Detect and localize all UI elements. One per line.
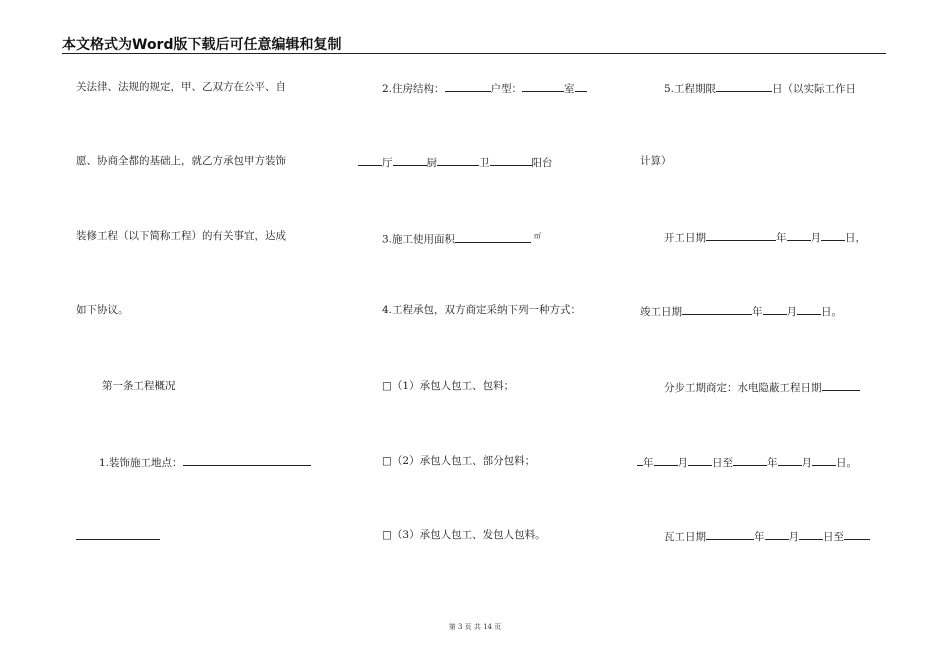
balcony-blank[interactable] [490,154,532,166]
right-line-plumbing-range [637,454,857,470]
duration-label: 5.工程期限 [664,83,717,95]
hall-label: 厅 [382,157,393,169]
room-trailing-blank[interactable] [575,80,587,92]
section-heading-1: 第一条工程概况 [102,380,176,392]
plumbing-end-month-label: 月 [801,457,812,469]
end-month-blank[interactable] [763,303,787,315]
address-label: 1.装饰施工地点： [99,457,183,469]
phase-schedule-label: 分步工期商定：水电隐蔽工程日期 [664,382,822,394]
tiling-day-blank[interactable] [799,528,823,540]
plumbing-end-year-label: 年 [767,457,778,469]
kitchen-blank[interactable] [393,154,427,166]
start-year-blank[interactable] [706,229,776,241]
end-month-label: 月 [786,306,797,318]
end-year-blank[interactable] [682,303,752,315]
plumbing-start-month-label: 月 [677,457,688,469]
plumbing-start-day-label: 日至 [712,457,733,469]
room-blank[interactable] [522,80,564,92]
left-line-address-cont [76,528,160,544]
address-blank[interactable] [183,454,311,466]
start-year-label: 年 [776,232,787,244]
left-line-3: 装修工程（以下简称工程）的有关事宜，达成 [76,230,286,242]
tiling-month-blank[interactable] [765,528,789,540]
header-divider [62,53,886,54]
tiling-year-blank[interactable] [706,528,754,540]
tiling-end-blank[interactable] [844,528,870,540]
plumbing-date-blank[interactable] [822,379,860,391]
end-day-label: 日。 [821,306,842,318]
tiling-date-label: 瓦工日期 [664,531,706,543]
left-line-2: 愿、协商全都的基础上，就乙方承包甲方装饰 [76,155,286,167]
bathroom-label: 卫 [479,157,490,169]
bathroom-blank[interactable] [437,154,479,166]
area-label: 3.施工使用面积 [382,233,456,246]
mid-line-area [382,229,541,247]
mid-line-rooms [358,154,553,170]
mid-line-structure [382,80,587,96]
area-blank[interactable] [455,231,531,243]
tiling-month-label: 月 [788,531,799,543]
right-line-end-date [640,303,842,319]
plumbing-end-month-blank[interactable] [778,454,802,466]
option-1-checkbox[interactable]: □（1）承包人包工、包料； [382,380,515,392]
plumbing-start-day-blank[interactable] [688,454,712,466]
mid-line-contract-method: 4.工程承包，双方商定采纳下列一种方式： [382,304,582,316]
room-label: 室 [564,83,575,95]
document-header: 本文格式为Word版下载后可任意编辑和复制 [62,37,342,53]
plumbing-end-day-label: 日。 [836,457,857,469]
end-year-label: 年 [752,306,763,318]
tiling-day-label: 日至 [823,531,844,543]
page-footer: 第 3 页 共 14 页 [448,623,502,631]
left-line-1: 关法律、法规的规定，甲、乙双方在公平、自 [76,81,286,93]
address-blank-cont[interactable] [76,528,160,540]
start-month-blank[interactable] [787,229,811,241]
start-month-label: 月 [810,232,821,244]
plumbing-start-month-blank[interactable] [654,454,678,466]
start-date-label: 开工日期 [664,232,706,244]
duration-blank[interactable] [716,80,772,92]
right-line-duration-cont: 计算） [640,155,672,167]
unit-type-label: 户型： [490,83,523,95]
start-day-label: 日， [845,232,866,244]
end-day-blank[interactable] [797,303,821,315]
right-line-duration [664,80,856,96]
left-line-address [99,454,311,470]
start-day-blank[interactable] [821,229,845,241]
plumbing-end-year-blank[interactable] [733,454,767,466]
right-line-tiling-date [664,528,870,544]
end-date-label: 竣工日期 [640,306,682,318]
area-unit: ㎡ [534,232,542,240]
kitchen-label: 厨 [426,157,437,169]
balcony-label: 阳台 [531,157,553,169]
plumbing-end-day-blank[interactable] [812,454,836,466]
right-line-start-date [664,229,866,245]
structure-label: 2.住房结构： [382,83,445,95]
left-line-4: 如下协议。 [76,304,129,316]
option-2-checkbox[interactable]: □（2）承包人包工、部分包料； [382,455,536,467]
structure-blank[interactable] [445,80,491,92]
plumbing-start-year-label: 年 [643,457,654,469]
tiling-year-label: 年 [754,531,765,543]
duration-unit: 日（以实际工作日 [772,83,857,95]
hall-blank[interactable] [358,154,382,166]
option-3-checkbox[interactable]: □（3）承包人包工、发包人包料。 [382,529,546,541]
right-line-phase-schedule [664,379,860,395]
